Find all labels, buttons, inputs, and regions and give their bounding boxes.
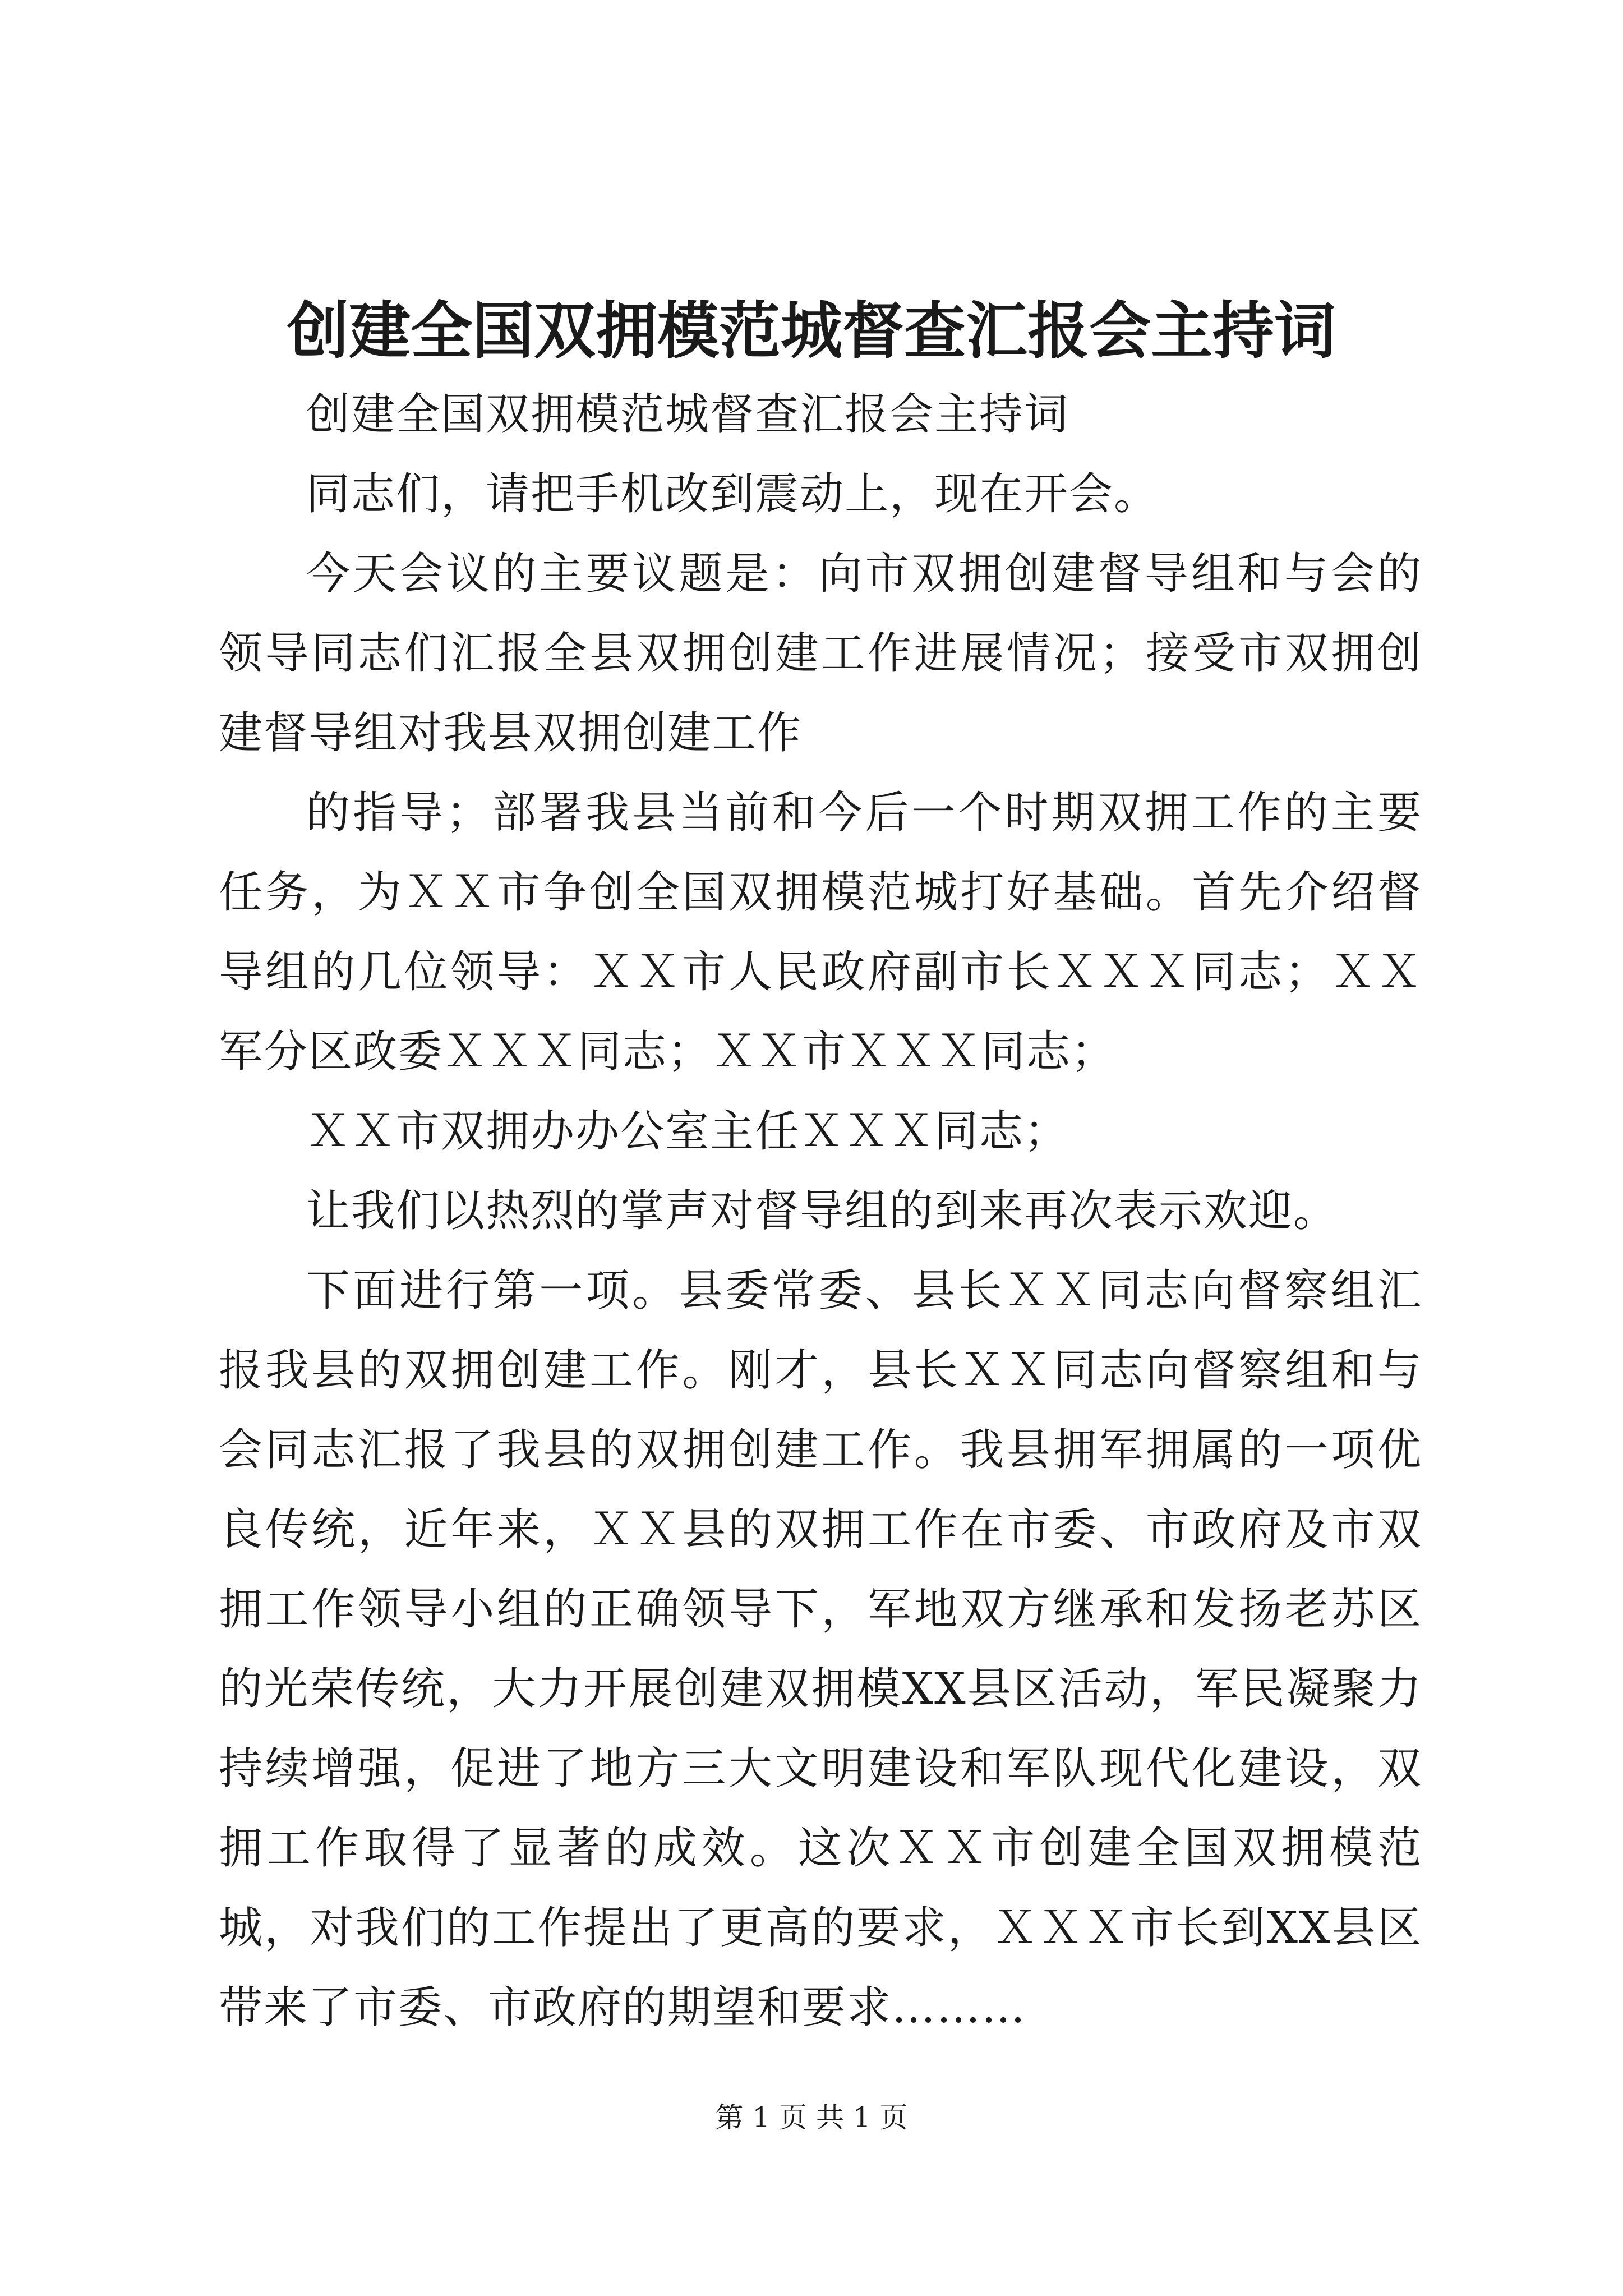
paragraph-agenda: 今天会议的主要议题是：向市双拥创建督导组和与会的领导同志们汇报全县双拥创建工作进展情况；接受市双拥创建督导组对我县双拥创建工作 xyxy=(219,549,1422,758)
paragraph-introductions: 的指导；部署我县当前和今后一个时期双拥工作的主要任务，为ＸＸ市争创全国双拥模范城打好基础。首先介绍督导组的几位领导：ＸＸ市人民政府副市长ＸＸＸ同志；ＸＸ军分区政委ＸＸＸ同志；ＸＸ市ＸＸＸ同志； xyxy=(219,788,1422,1077)
paragraph-welcome: 让我们以热烈的掌声对督导组的到来再次表示欢迎。 xyxy=(306,1186,1339,1236)
document-title: 创建全国双拥模范城督查汇报会主持词 xyxy=(287,295,1336,367)
paragraph-report: 下面进行第一项。县委常委、县长ＸＸ同志向督察组汇报我县的双拥创建工作。刚才，县长ＸＸ同志向督察组和与会同志汇报了我县的双拥创建工作。我县拥军拥属的一项优良传统，近年来，ＸＸ县的双拥工作在市委、市政府及市双拥工作领导小组的正确领导下，军地双方继承和发扬老苏区的光荣传统，大力开展创建双拥模XX县区活动，军民凝聚力持续增强，促进了地方三大文明建设和军队现代化建设，双拥工作取得了显著的成效。这次ＸＸ市创建全国双拥模范城，对我们的工作提出了更高的要求，ＸＸＸ市长到XX县区带来了市委、市政府的期望和要求……… xyxy=(219,1266,1422,2033)
paragraph-subtitle: 创建全国双拥模范城督查汇报会主持词 xyxy=(306,389,1069,440)
paragraph-opening: 同志们，请把手机改到震动上，现在开会。 xyxy=(306,469,1159,519)
paragraph-director: ＸＸ市双拥办办公室主任ＸＸＸ同志； xyxy=(306,1106,1069,1157)
document-body xyxy=(219,375,1422,2047)
page-number-footer: 第 1 页 共 1 页 xyxy=(715,2101,908,2134)
